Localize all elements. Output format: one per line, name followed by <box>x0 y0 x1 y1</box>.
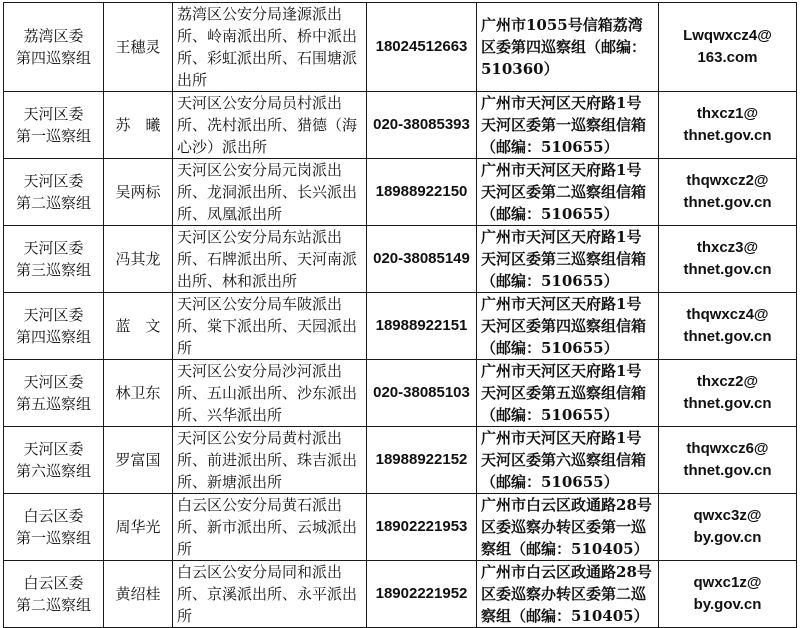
leader-name-cell: 蓝 文 <box>104 293 173 360</box>
inspection-scope-cell: 天河区公安分局元岗派出所、龙洞派出所、长兴派出所、凤凰派出所 <box>173 159 367 226</box>
email-line: thqwxcz6@ <box>686 440 769 457</box>
mailbox-address-cell: 广州市天河区天府路1号天河区委第一巡察组信箱（邮编：510655） <box>477 92 659 159</box>
phone-cell: 020-38085393 <box>367 92 477 159</box>
email-cell <box>659 3 797 92</box>
inspection-scope-cell: 天河区公安分局员村派出所、冼村派出所、猎德（海心沙）派出所 <box>173 92 367 159</box>
unit-cell <box>4 427 104 494</box>
email-line: qwxc3z@ <box>693 507 762 524</box>
table-row <box>4 427 797 494</box>
email-cell <box>659 92 797 159</box>
unit-line: 荔湾区委 <box>23 27 84 45</box>
email-cell <box>659 494 797 561</box>
leader-name-cell: 苏 曦 <box>104 92 173 159</box>
unit-line: 第六巡察组 <box>15 462 91 480</box>
email-line: Lwqwxcz4@ <box>683 27 772 44</box>
inspection-scope-cell: 白云区公安分局同和派出所、京溪派出所、永平派出所 <box>173 561 367 628</box>
leader-name-cell: 林卫东 <box>104 360 173 427</box>
unit-line: 第一巡察组 <box>15 127 91 145</box>
leader-name-cell: 吴两标 <box>104 159 173 226</box>
phone-cell: 18988922152 <box>367 427 477 494</box>
unit-line: 第四巡察组 <box>15 328 91 346</box>
email-line: 163.com <box>697 49 758 66</box>
unit-line: 第二巡察组 <box>15 194 91 212</box>
email-line: thxcz3@ <box>696 239 759 256</box>
email-cell <box>659 561 797 628</box>
unit-line: 第三巡察组 <box>15 261 91 279</box>
email-line: thnet.gov.cn <box>683 328 772 345</box>
unit-line: 天河区委 <box>23 306 84 324</box>
table-row <box>4 561 797 628</box>
inspection-scope-cell: 白云区公安分局黄石派出所、新市派出所、云城派出所 <box>173 494 367 561</box>
inspection-scope-cell: 天河区公安分局车陂派出所、棠下派出所、天园派出所 <box>173 293 367 360</box>
email-cell <box>659 226 797 293</box>
mailbox-address-cell: 广州市白云区政通路28号区委巡察办转区委第一巡察组（邮编：510405） <box>477 494 659 561</box>
unit-line: 第五巡察组 <box>15 395 91 413</box>
email-line: thxcz1@ <box>696 105 759 122</box>
email-line: by.gov.cn <box>693 596 762 613</box>
email-line: thnet.gov.cn <box>683 261 772 278</box>
unit-cell <box>4 561 104 628</box>
email-line: thnet.gov.cn <box>683 194 772 211</box>
inspection-scope-cell: 天河区公安分局黄村派出所、前进派出所、珠吉派出所、新塘派出所 <box>173 427 367 494</box>
unit-cell <box>4 92 104 159</box>
unit-line: 天河区委 <box>23 239 84 257</box>
inspection-scope-cell: 荔湾区公安分局逢源派出所、岭南派出所、桥中派出所、彩虹派出所、石围塘派出所 <box>173 3 367 92</box>
unit-line: 天河区委 <box>23 105 84 123</box>
email-line: thnet.gov.cn <box>683 395 772 412</box>
unit-cell <box>4 159 104 226</box>
mailbox-address-cell: 广州市天河区天府路1号天河区委第五巡察组信箱（邮编：510655） <box>477 360 659 427</box>
mailbox-address-cell: 广州市天河区天府路1号天河区委第二巡察组信箱（邮编：510655） <box>477 159 659 226</box>
unit-cell <box>4 3 104 92</box>
table-row <box>4 360 797 427</box>
table-row <box>4 159 797 226</box>
unit-line: 天河区委 <box>23 440 84 458</box>
phone-cell: 18988922151 <box>367 293 477 360</box>
phone-cell: 18902221952 <box>367 561 477 628</box>
unit-line: 白云区委 <box>23 507 84 525</box>
table-row <box>4 226 797 293</box>
inspection-scope-cell: 天河区公安分局东站派出所、石牌派出所、天河南派出所、林和派出所 <box>173 226 367 293</box>
email-cell <box>659 159 797 226</box>
email-cell <box>659 360 797 427</box>
phone-cell: 18024512663 <box>367 3 477 92</box>
email-line: thqwxcz4@ <box>686 306 769 323</box>
leader-name-cell: 黄绍桂 <box>104 561 173 628</box>
phone-cell: 18988922150 <box>367 159 477 226</box>
table-row <box>4 293 797 360</box>
email-line: thxcz2@ <box>696 373 759 390</box>
email-line: thqwxcz2@ <box>686 172 769 189</box>
unit-line: 白云区委 <box>23 574 84 592</box>
table-row <box>4 3 797 92</box>
phone-cell: 020-38085149 <box>367 226 477 293</box>
email-cell <box>659 293 797 360</box>
inspection-scope-cell: 天河区公安分局沙河派出所、五山派出所、沙东派出所、兴华派出所 <box>173 360 367 427</box>
unit-line: 第四巡察组 <box>15 49 91 67</box>
unit-cell <box>4 293 104 360</box>
phone-cell: 18902221953 <box>367 494 477 561</box>
unit-cell <box>4 226 104 293</box>
mailbox-address-cell: 广州市天河区天府路1号天河区委第六巡察组信箱（邮编：510655） <box>477 427 659 494</box>
unit-cell <box>4 360 104 427</box>
email-line: thnet.gov.cn <box>683 127 772 144</box>
leader-name-cell: 冯其龙 <box>104 226 173 293</box>
inspection-roster-table <box>3 2 797 628</box>
email-line: by.gov.cn <box>693 529 762 546</box>
leader-name-cell: 王穗灵 <box>104 3 173 92</box>
mailbox-address-cell: 广州市天河区天府路1号天河区委第三巡察组信箱（邮编：510655） <box>477 226 659 293</box>
table-row <box>4 494 797 561</box>
unit-line: 天河区委 <box>23 373 84 391</box>
unit-line: 第一巡察组 <box>15 529 91 547</box>
unit-cell <box>4 494 104 561</box>
email-line: qwxc1z@ <box>693 574 762 591</box>
table-row <box>4 92 797 159</box>
email-cell <box>659 427 797 494</box>
roster-body <box>4 3 797 628</box>
leader-name-cell: 周华光 <box>104 494 173 561</box>
email-line: thnet.gov.cn <box>683 462 772 479</box>
unit-line: 天河区委 <box>23 172 84 190</box>
phone-cell: 020-38085103 <box>367 360 477 427</box>
mailbox-address-cell: 广州市1055号信箱荔湾区委第四巡察组（邮编：510360） <box>477 3 659 92</box>
unit-line: 第二巡察组 <box>15 596 91 614</box>
leader-name-cell: 罗富国 <box>104 427 173 494</box>
mailbox-address-cell: 广州市白云区政通路28号区委巡察办转区委第二巡察组（邮编：510405） <box>477 561 659 628</box>
mailbox-address-cell: 广州市天河区天府路1号天河区委第四巡察组信箱（邮编：510655） <box>477 293 659 360</box>
